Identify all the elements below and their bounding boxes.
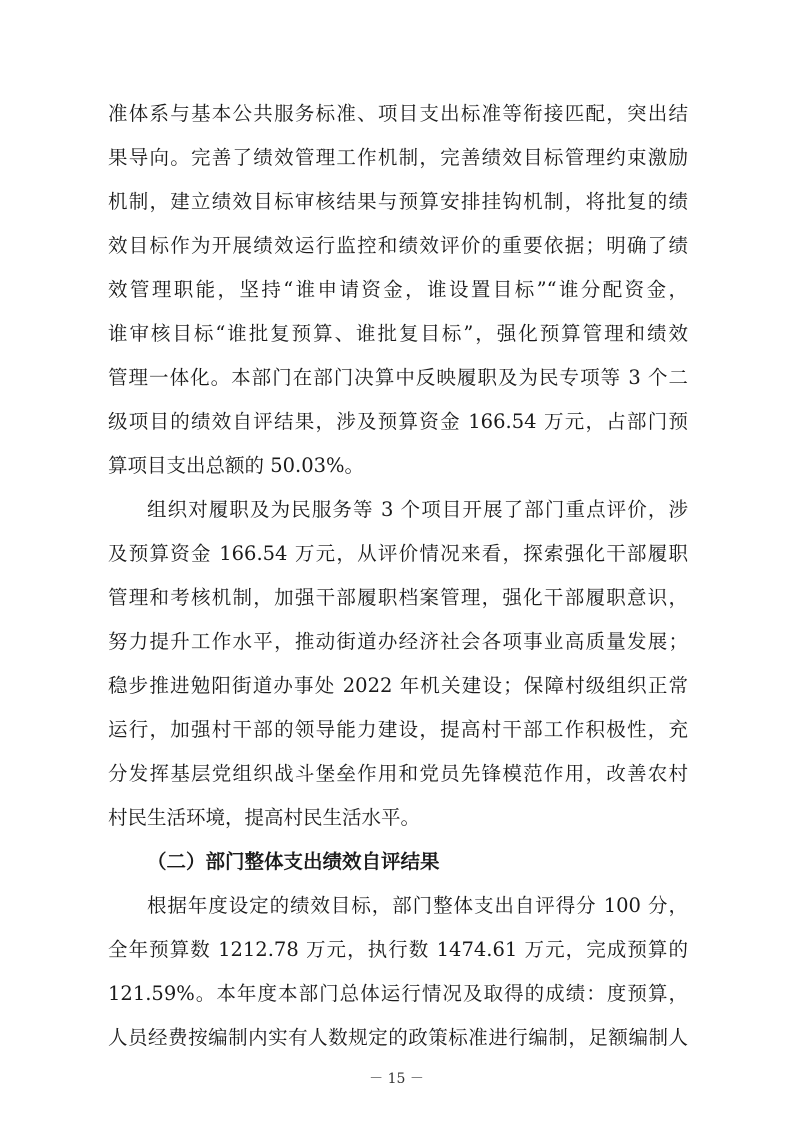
- body-line: 村民生活环境，提高村民生活水平。: [108, 806, 421, 829]
- body-line: 效管理职能，坚持“谁申请资金，谁设置目标”“谁分配资金，: [108, 278, 688, 301]
- body-line: 121.59%。本年度本部门总体运行情况及取得的成绩：度预算，: [108, 982, 688, 1005]
- body-line: 运行，加强村干部的领导能力建设，提高村干部工作积极性，充: [108, 718, 688, 741]
- body-line: 谁审核目标“谁批复预算、谁批复目标”，强化预算管理和绩效: [108, 322, 688, 345]
- body-line: 组织对履职及为民服务等 3 个项目开展了部门重点评价，涉: [147, 498, 688, 521]
- body-line: 级项目的绩效自评结果，涉及预算资金 166.54 万元，占部门预: [108, 410, 688, 433]
- body-line: 及预算资金 166.54 万元，从评价情况来看，探索强化干部履职: [108, 542, 688, 565]
- body-line: 管理一体化。本部门在部门决算中反映履职及为民专项等 3 个二: [108, 366, 688, 389]
- body-line: 算项目支出总额的 50.03%。: [108, 454, 365, 477]
- section-heading: （二）部门整体支出绩效自评结果: [147, 850, 440, 873]
- body-line: 分发挥基层党组织战斗堡垒作用和党员先锋模范作用，改善农村: [108, 762, 688, 785]
- body-line: 准体系与基本公共服务标准、项目支出标准等衔接匹配，突出结: [108, 102, 688, 125]
- body-line: 管理和考核机制，加强干部履职档案管理，强化干部履职意识，: [108, 586, 688, 609]
- body-line: 全年预算数 1212.78 万元，执行数 1474.61 万元，完成预算的: [108, 938, 688, 961]
- body-line: 努力提升工作水平，推动街道办经济社会各项事业高质量发展；: [108, 630, 688, 653]
- body-line: 根据年度设定的绩效目标，部门整体支出自评得分 100 分，: [147, 894, 688, 917]
- body-line: 机制，建立绩效目标审核结果与预算安排挂钩机制，将批复的绩: [108, 190, 688, 213]
- body-line: 人员经费按编制内实有人数规定的政策标准进行编制，足额编制人: [108, 1026, 688, 1049]
- body-line: 稳步推进勉阳街道办事处 2022 年机关建设；保障村级组织正常: [108, 674, 688, 697]
- body-line: 效目标作为开展绩效运行监控和绩效评价的重要依据；明确了绩: [108, 234, 688, 257]
- body-line: 果导向。完善了绩效管理工作机制，完善绩效目标管理约束激励: [108, 146, 688, 169]
- page-number: － 15 －: [369, 1071, 424, 1087]
